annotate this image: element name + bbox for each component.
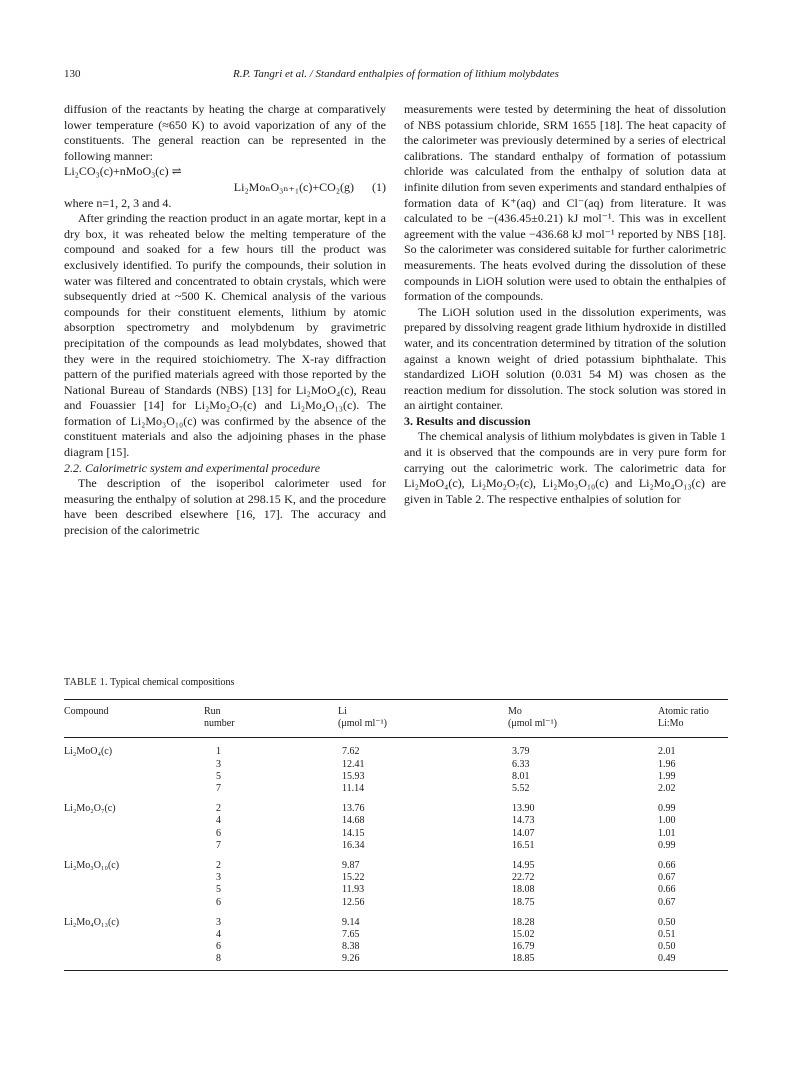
li-cell: 12.56: [342, 896, 365, 908]
table-row: [64, 759, 728, 771]
li-cell: 11.93: [342, 884, 365, 896]
ratio-cell: 2.02: [658, 783, 676, 795]
mo-cell: 8.01: [512, 770, 530, 782]
ratio-cell: 1.99: [658, 770, 676, 782]
table-row: [64, 738, 728, 759]
li-cell: 9.14: [342, 916, 360, 928]
li-cell: 12.41: [342, 758, 365, 770]
left-paragraph-3: After grinding the reaction product in an agate mortar, kept in a dry box, it was reheated below the melting temperature of the compound and soaked for a few hours till the product was exclusively identified. To purify the compounds, their solution in water was filtered and concentrated to obtain crystals, which were subsequently dried at ~500 K. Chemical analysis of the various compounds for their constituent elements, lithium by atomic absorption spectrometry and molybdenum by gravimetric precipitation of the compounds as lead molybdates, showed that they were in the required stoichiometry. The X-ray diffraction pattern of the purified materials agreed with those reported by the National Bureau of Standards (NBS) [13] for Li₂MoO₄(c), Reau and Fouassier [14] for Li₂Mo₂O₇(c) and Li₂Mo₄O₁₃(c). The formation of Li₂Mo₃O₁₀(c) was confirmed by the absence of the constituent materials and also the adjoining phases in the phase diagram [15].: [64, 211, 386, 460]
run-cell: 4: [216, 929, 221, 941]
table-row: [64, 783, 728, 795]
running-head: R.P. Tangri et al. / Standard enthalpies of formation of lithium molybdates: [233, 68, 559, 80]
run-cell: 2: [216, 860, 221, 872]
left-column: [64, 102, 386, 539]
header-mo: Mo (μmol ml⁻¹): [508, 700, 658, 738]
header-run: Run number: [204, 700, 338, 738]
compound-cell: Li₂Mo₃O₁₀(c): [64, 860, 120, 872]
mo-cell: 18.08: [512, 884, 535, 896]
compound-cell: Li₂Mo₄O₁₃(c): [64, 916, 120, 928]
table-row: [64, 828, 728, 840]
table-row: [64, 953, 728, 970]
equation-line-2: [64, 180, 386, 196]
li-cell: 14.15: [342, 827, 365, 839]
table-header-row: [64, 700, 728, 738]
mo-cell: 16.51: [512, 839, 535, 851]
ratio-cell: 0.67: [658, 896, 676, 908]
right-paragraph-1: measurements were tested by determining the heat of dissolution of NBS potassium chloride, SRM 1655 [18]. The heat capacity of the calorimeter was previously determined by a series of electrical calibrations. The standard enthalpy of formation of potassium chloride was calculated from the enthalpy of solution data at infinite dilution from seven experiments and standard enthalpies of formation data of K⁺(aq) and Cl⁻(aq) from literature. It was calculated to be −(436.45±0.21) kJ mol⁻¹. This was in excellent agreement with the value −436.68 kJ mol⁻¹ reported by NBS [18]. So the calorimeter was considered suitable for further calorimetric measurements. The heats evolved during the dissolution of these compounds in LiOH solution were used to obtain the enthalpies of formation of the compounds.: [404, 102, 726, 304]
right-paragraph-3: The chemical analysis of lithium molybdates is given in Table 1 and it is observed that the compounds are in very pure form for carrying out the calorimetric work. The calorimetric data for Li₂MoO₄(c), Li₂Mo₂O₇(c), Li₂Mo₃O₁₀(c) and Li₂Mo₄O₁₃(c) are given in Table 2. The respective enthalpies of solution for: [404, 429, 726, 506]
li-cell: 8.38: [342, 941, 360, 953]
li-cell: 9.26: [338, 953, 508, 970]
li-cell: 14.68: [342, 815, 365, 827]
table-row: [64, 884, 728, 896]
compound-cell: Li₂MoO₄(c): [64, 746, 113, 758]
run-cell: 1: [216, 746, 221, 758]
table-row: [64, 929, 728, 941]
mo-cell: 6.33: [512, 758, 530, 770]
ratio-cell: 0.66: [658, 860, 676, 872]
li-cell: 11.14: [342, 783, 365, 795]
page-number: 130: [64, 68, 81, 80]
mo-cell: 5.52: [512, 783, 530, 795]
table-row: [64, 897, 728, 909]
equation-number: (1): [372, 179, 386, 194]
mo-cell: 14.07: [512, 827, 535, 839]
ratio-cell: 0.99: [658, 839, 676, 851]
compound-cell: Li₂Mo₂O₇(c): [64, 803, 116, 815]
section-heading: 3. Results and discussion: [404, 413, 531, 428]
table-row: [64, 795, 728, 815]
run-cell: 8: [204, 953, 338, 970]
table-row: [64, 852, 728, 872]
run-cell: 3: [216, 758, 221, 770]
table-row: [64, 909, 728, 929]
equation-body: Li₂MoₙO₃ₙ₊₁(c)+CO₂(g): [233, 179, 354, 194]
page-header: [64, 68, 728, 86]
table-row: [64, 941, 728, 953]
table-caption-label: TABLE 1.: [64, 677, 108, 688]
ratio-cell: 0.49: [658, 953, 728, 970]
li-cell: 7.65: [342, 929, 360, 941]
table-row: [64, 771, 728, 783]
mo-cell: 3.79: [512, 746, 530, 758]
mo-cell: 14.95: [512, 860, 535, 872]
left-paragraph-1: diffusion of the reactants by heating the charge at comparatively lower temperature (≈650 K) to avoid vaporization of any of the constituents. The general reaction can be represented in the following manner:: [64, 102, 386, 163]
ratio-cell: 1.00: [658, 815, 676, 827]
li-cell: 7.62: [342, 746, 360, 758]
ratio-cell: 1.01: [658, 827, 676, 839]
run-cell: 6: [216, 941, 221, 953]
mo-cell: 15.02: [512, 929, 535, 941]
left-paragraph-2: where n=1, 2, 3 and 4.: [64, 195, 172, 210]
run-cell: 3: [216, 872, 221, 884]
ratio-cell: 0.51: [658, 929, 676, 941]
run-cell: 6: [216, 896, 221, 908]
right-column: [404, 102, 726, 507]
mo-cell: 14.73: [512, 815, 535, 827]
mo-cell: 18.85: [508, 953, 658, 970]
run-cell: 6: [216, 827, 221, 839]
run-cell: 5: [216, 770, 221, 782]
run-cell: 4: [216, 815, 221, 827]
header-compound: Compound: [64, 700, 204, 738]
left-paragraph-4: The description of the isoperibol calorimeter used for measuring the enthalpy of solution at 298.15 K, and the procedure have been described elsewhere [16, 17]. The accuracy and precision of the calorimetric: [64, 476, 386, 538]
header-li: Li (μmol ml⁻¹): [338, 700, 508, 738]
ratio-cell: 0.50: [658, 941, 676, 953]
run-cell: 3: [216, 916, 221, 928]
li-cell: 9.87: [342, 860, 360, 872]
ratio-cell: 0.67: [658, 872, 676, 884]
table-row: [64, 815, 728, 827]
subsection-heading: 2.2. Calorimetric system and experimental procedure: [64, 460, 321, 475]
li-cell: 15.93: [342, 770, 365, 782]
ratio-cell: 0.66: [658, 884, 676, 896]
li-cell: 15.22: [342, 872, 365, 884]
table-row: [64, 840, 728, 852]
li-cell: 13.76: [342, 803, 365, 815]
run-cell: 7: [216, 783, 221, 795]
table-row: [64, 872, 728, 884]
ratio-cell: 2.01: [658, 746, 676, 758]
ratio-cell: 0.99: [658, 803, 676, 815]
table-caption-text: Typical chemical compositions: [110, 677, 235, 688]
header-ratio: Atomic ratio Li:Mo: [658, 700, 728, 738]
table-caption: [64, 677, 234, 688]
composition-table: [64, 699, 728, 971]
mo-cell: 22.72: [512, 872, 535, 884]
ratio-cell: 0.50: [658, 916, 676, 928]
mo-cell: 18.28: [512, 916, 535, 928]
mo-cell: 16.79: [512, 941, 535, 953]
right-paragraph-2: The LiOH solution used in the dissolution experiments, was prepared by dissolving reagent grade lithium hydroxide in distilled water, and its concentration determined by titration of the solution against a known weight of dried potassium biphthalate. This standardized LiOH solution (0.031 54 M) was chosen as the reaction medium for dissolution. The stock solution was stored in an airtight container.: [404, 304, 726, 413]
ratio-cell: 1.96: [658, 758, 676, 770]
li-cell: 16.34: [342, 839, 365, 851]
equation-line-1: Li₂CO₃(c)+nMoO₃(c) ⇌: [64, 164, 182, 179]
run-cell: 5: [216, 884, 221, 896]
mo-cell: 18.75: [512, 896, 535, 908]
run-cell: 2: [216, 803, 221, 815]
run-cell: 7: [216, 839, 221, 851]
mo-cell: 13.90: [512, 803, 535, 815]
